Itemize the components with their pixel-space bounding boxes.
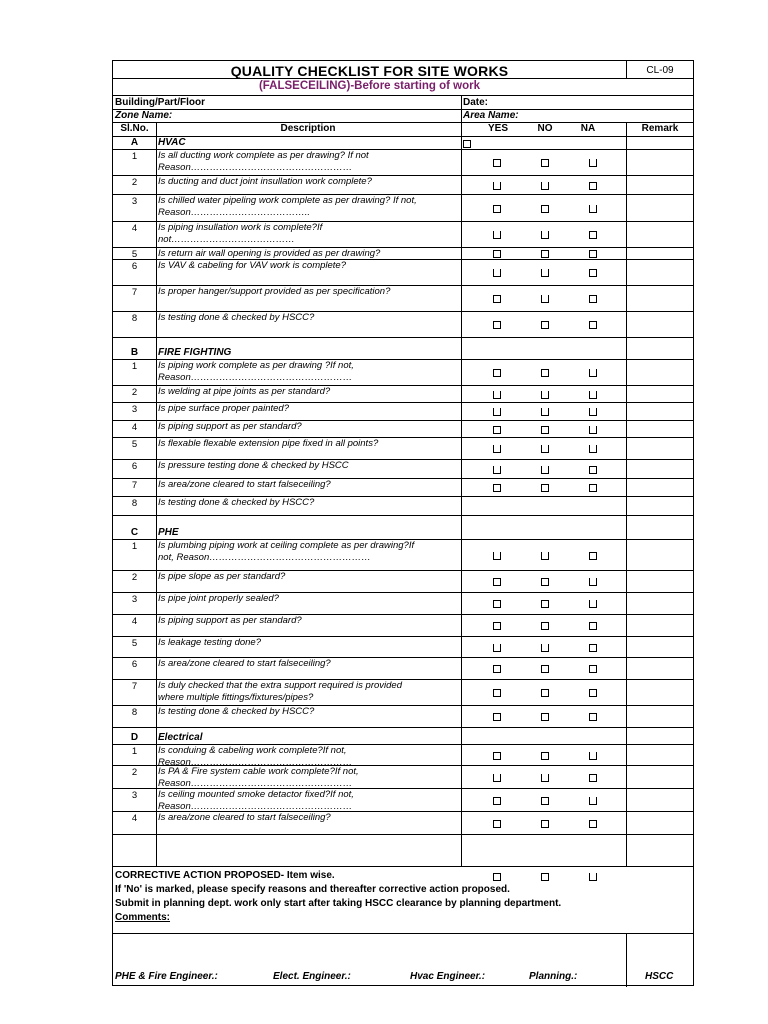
yes-checkbox[interactable] (493, 552, 501, 560)
document-subtitle: (FALSECEILING)-Before starting of work (258, 80, 481, 92)
item-number: 1 (131, 151, 138, 162)
item-description-line: Is PA & Fire system cable work complete?If not, (158, 766, 359, 777)
item-description-line: Reason…………………………………………… (158, 757, 353, 768)
item-number: 2 (131, 572, 138, 583)
item-description-line: Reason…………………………………………… (158, 372, 353, 383)
na-checkbox[interactable] (589, 797, 597, 805)
item-description-line: Is ceiling mounted smoke detactor fixed?If not, (158, 789, 354, 800)
sign-hvac-engineer: Hvac Engineer.: (410, 971, 486, 982)
no-checkbox[interactable] (541, 182, 549, 190)
item-description-line: Is welding at pipe joints as per standard? (158, 386, 331, 397)
item-number: 3 (131, 196, 138, 207)
column-divider (156, 731, 157, 849)
yes-checkbox[interactable] (493, 665, 501, 673)
item-description (158, 680, 458, 704)
no-checkbox[interactable] (541, 231, 549, 239)
column-divider (461, 346, 462, 526)
item-number: 3 (131, 404, 138, 415)
na-checkbox[interactable] (589, 231, 597, 239)
na-checkbox[interactable] (589, 269, 597, 277)
na-checkbox[interactable] (589, 408, 597, 416)
yes-checkbox[interactable] (493, 408, 501, 416)
col-na: NA (580, 123, 596, 134)
item-description (158, 312, 458, 324)
item-description-line: Is pipe slope as per standard? (158, 571, 286, 582)
yes-checkbox[interactable] (493, 159, 501, 167)
no-checkbox[interactable] (541, 622, 549, 630)
item-description-line: Is testing done & checked by HSCC? (158, 497, 315, 508)
no-checkbox[interactable] (541, 644, 549, 652)
item-description-line: Is piping support as per standard? (158, 615, 302, 626)
rule (113, 95, 693, 96)
item-description (158, 286, 458, 298)
item-description-line: Reason…………………………………………… (158, 778, 353, 789)
item-number: 1 (131, 541, 138, 552)
sign-phe-fire-engineer: PHE & Fire Engineer.: (115, 971, 218, 982)
item-description-line: Is conduing & cabeling work complete?If not, (158, 745, 347, 756)
item-description-line: not, Reason…………………………………………… (158, 552, 371, 563)
no-checkbox[interactable] (541, 484, 549, 492)
yes-checkbox[interactable] (493, 820, 501, 828)
item-description-line: Reason…………………………………………… (158, 162, 353, 173)
col-no: NO (537, 123, 553, 134)
rule (113, 136, 693, 137)
no-checkbox[interactable] (541, 665, 549, 673)
col-slno: Sl.No. (120, 123, 149, 134)
column-divider (626, 136, 627, 346)
item-number: 8 (131, 707, 138, 718)
rule (113, 834, 693, 835)
item-number: 6 (131, 461, 138, 472)
yes-checkbox[interactable] (493, 484, 501, 492)
no-checkbox[interactable] (541, 369, 549, 377)
item-number: 3 (131, 594, 138, 605)
yes-checkbox[interactable] (493, 295, 501, 303)
area-label: Area Name: (463, 110, 519, 121)
no-checkbox[interactable] (541, 752, 549, 760)
section-name: Electrical (158, 732, 203, 743)
no-checkbox[interactable] (541, 408, 549, 416)
note-no-marked: If 'No' is marked, please specify reasons and thereafter corrective action proposed. (115, 884, 510, 895)
column-divider (626, 122, 627, 136)
no-checkbox[interactable] (541, 797, 549, 805)
col-remark: Remark (641, 123, 679, 134)
item-description-line: Reason……………………………….. (158, 207, 311, 218)
item-description-line: Is pressure testing done & checked by HSCC (158, 460, 349, 471)
item-number: 2 (131, 177, 138, 188)
sign-hscc: HSCC (645, 971, 674, 982)
item-description-line: Is leakage testing done? (158, 637, 261, 648)
section-name: HVAC (158, 137, 186, 148)
yes-checkbox[interactable] (493, 269, 501, 277)
column-divider (461, 136, 462, 346)
column-divider (156, 526, 157, 731)
item-number: 7 (131, 480, 138, 491)
item-description (158, 571, 458, 583)
column-divider (461, 122, 462, 136)
item-number: 7 (131, 681, 138, 692)
item-description-line: Is area/zone cleared to start falseceiling? (158, 658, 331, 669)
rule (113, 866, 693, 867)
yes-checkbox[interactable] (493, 600, 501, 608)
no-checkbox[interactable] (541, 295, 549, 303)
item-description-line: Is plumbing piping work at ceiling complete as per drawing?If (158, 540, 415, 551)
code-divider (626, 61, 627, 78)
yes-checkbox[interactable] (493, 391, 501, 399)
section-checkbox[interactable] (463, 140, 471, 148)
yes-checkbox[interactable] (493, 797, 501, 805)
no-checkbox[interactable] (541, 713, 549, 721)
column-divider (461, 526, 462, 731)
item-description (158, 386, 458, 398)
yes-checkbox[interactable] (493, 622, 501, 630)
no-checkbox[interactable] (541, 552, 549, 560)
item-number: 4 (131, 422, 138, 433)
column-divider (156, 122, 157, 136)
na-checkbox[interactable] (589, 321, 597, 329)
column-divider (626, 526, 627, 731)
na-checkbox[interactable] (589, 295, 597, 303)
item-description (158, 438, 458, 450)
item-description-line: Is proper hanger/support provided as per specification? (158, 286, 391, 297)
col-description: Description (280, 123, 336, 134)
item-description-line: Is return air wall opening is provided as per drawing? (158, 248, 381, 259)
item-description-line: Is pipe joint properly sealed? (158, 593, 279, 604)
na-checkbox[interactable] (589, 578, 597, 586)
item-number: 6 (131, 261, 138, 272)
yes-checkbox[interactable] (493, 774, 501, 782)
item-description-line: Is duly checked that the extra support required is provided (158, 680, 402, 691)
item-description (158, 766, 458, 790)
item-number: 7 (131, 287, 138, 298)
item-number: 1 (131, 746, 138, 757)
no-checkbox[interactable] (541, 269, 549, 277)
item-description (158, 658, 458, 670)
item-number: 5 (131, 638, 138, 649)
section-name: FIRE FIGHTING (158, 347, 232, 358)
yes-checkbox[interactable] (493, 231, 501, 239)
item-description-line: Is area/zone cleared to start falseceiling? (158, 479, 331, 490)
yes-checkbox[interactable] (493, 873, 501, 881)
date-label: Date: (463, 97, 489, 108)
item-description (158, 360, 458, 384)
item-number: 1 (131, 361, 138, 372)
item-description-line: Is piping insullation work is complete?If (158, 222, 323, 233)
item-description-line: not………………………………… (158, 234, 295, 245)
item-description-line: Is pipe surface proper painted? (158, 403, 289, 414)
item-description (158, 789, 458, 813)
item-number: 8 (131, 498, 138, 509)
col-yes: YES (487, 123, 508, 134)
yes-checkbox[interactable] (493, 250, 501, 258)
yes-checkbox[interactable] (493, 205, 501, 213)
sign-divider (626, 933, 627, 987)
column-divider (461, 731, 462, 849)
item-number: 5 (131, 439, 138, 450)
yes-checkbox[interactable] (493, 644, 501, 652)
section-letter: D (130, 732, 139, 743)
item-description-line: Is flexable flexable extension pipe fixed in all points? (158, 438, 379, 449)
na-checkbox[interactable] (589, 159, 597, 167)
na-checkbox[interactable] (589, 369, 597, 377)
item-number: 3 (131, 790, 138, 801)
na-checkbox[interactable] (589, 391, 597, 399)
item-number: 5 (131, 249, 138, 260)
item-number: 6 (131, 659, 138, 670)
item-description-line: Is piping support as per standard? (158, 421, 302, 432)
column-divider (461, 849, 462, 866)
na-checkbox[interactable] (589, 250, 597, 258)
item-description (158, 421, 458, 433)
na-checkbox[interactable] (589, 689, 597, 697)
item-description (158, 706, 458, 718)
item-description (158, 615, 458, 627)
sign-elect-engineer: Elect. Engineer.: (273, 971, 351, 982)
rule (113, 78, 693, 79)
na-checkbox[interactable] (589, 182, 597, 190)
item-description-line: Is chilled water pipeling work complete as per drawing? If not, (158, 195, 417, 206)
na-checkbox[interactable] (589, 426, 597, 434)
section-letter: C (130, 527, 139, 538)
na-checkbox[interactable] (589, 552, 597, 560)
column-divider (156, 849, 157, 866)
item-description (158, 222, 458, 246)
na-checkbox[interactable] (589, 484, 597, 492)
item-number: 2 (131, 387, 138, 398)
na-checkbox[interactable] (589, 466, 597, 474)
column-divider (156, 346, 157, 526)
item-description-line: Is VAV & cabeling for VAV work is complete? (158, 260, 346, 271)
na-checkbox[interactable] (589, 713, 597, 721)
no-checkbox[interactable] (541, 820, 549, 828)
item-description (158, 812, 458, 824)
sign-planning: Planning.: (529, 971, 578, 982)
item-number: 4 (131, 223, 138, 234)
item-description (158, 260, 458, 272)
na-checkbox[interactable] (589, 820, 597, 828)
form-code: CL-09 (646, 65, 674, 76)
no-checkbox[interactable] (541, 873, 549, 881)
na-checkbox[interactable] (589, 665, 597, 673)
item-description-line: Is all ducting work complete as per drawing? If not (158, 150, 369, 161)
na-checkbox[interactable] (589, 600, 597, 608)
section-name: PHE (158, 527, 179, 538)
no-checkbox[interactable] (541, 205, 549, 213)
rule (113, 109, 693, 110)
no-checkbox[interactable] (541, 689, 549, 697)
yes-checkbox[interactable] (493, 182, 501, 190)
item-description (158, 460, 458, 472)
item-description (158, 195, 458, 219)
na-checkbox[interactable] (589, 774, 597, 782)
item-description (158, 150, 458, 174)
yes-checkbox[interactable] (493, 689, 501, 697)
comments-label: Comments: (115, 912, 171, 923)
no-checkbox[interactable] (541, 321, 549, 329)
item-description-line: Reason…………………………………………… (158, 801, 353, 812)
document-title: QUALITY CHECKLIST FOR SITE WORKS (230, 63, 509, 79)
item-description-line: Is testing done & checked by HSCC? (158, 312, 315, 323)
note-hscc-clearance: Submit in planning dept. work only start after taking HSCC clearance by planning department. (115, 898, 562, 909)
na-checkbox[interactable] (589, 205, 597, 213)
item-description (158, 403, 458, 415)
checklist-sheet (112, 60, 694, 986)
na-checkbox[interactable] (589, 445, 597, 453)
no-checkbox[interactable] (541, 445, 549, 453)
na-checkbox[interactable] (589, 752, 597, 760)
item-description (158, 540, 458, 564)
building-label: Building/Part/Floor (115, 97, 205, 108)
no-checkbox[interactable] (541, 578, 549, 586)
yes-checkbox[interactable] (493, 321, 501, 329)
column-divider (461, 95, 462, 122)
no-checkbox[interactable] (541, 466, 549, 474)
item-number: 4 (131, 813, 138, 824)
rule (113, 933, 693, 934)
yes-checkbox[interactable] (493, 426, 501, 434)
rule (113, 515, 693, 516)
yes-checkbox[interactable] (493, 578, 501, 586)
item-description-line: Is ducting and duct joint insullation work complete? (158, 176, 372, 187)
column-divider (626, 346, 627, 526)
no-checkbox[interactable] (541, 426, 549, 434)
item-description-line: Is testing done & checked by HSCC? (158, 706, 315, 717)
section-letter: B (130, 347, 139, 358)
item-description (158, 479, 458, 491)
yes-checkbox[interactable] (493, 466, 501, 474)
item-number: 2 (131, 767, 138, 778)
column-divider (626, 849, 627, 866)
no-checkbox[interactable] (541, 159, 549, 167)
no-checkbox[interactable] (541, 250, 549, 258)
yes-checkbox[interactable] (493, 369, 501, 377)
section-letter: A (130, 137, 139, 148)
no-checkbox[interactable] (541, 600, 549, 608)
na-checkbox[interactable] (589, 622, 597, 630)
zone-label: Zone Name: (115, 110, 173, 121)
item-number: 4 (131, 616, 138, 627)
item-description (158, 497, 458, 509)
item-description-line: Is area/zone cleared to start falseceiling? (158, 812, 331, 823)
column-divider (626, 731, 627, 849)
yes-checkbox[interactable] (493, 445, 501, 453)
column-divider (156, 136, 157, 346)
yes-checkbox[interactable] (493, 752, 501, 760)
item-number: 8 (131, 313, 138, 324)
no-checkbox[interactable] (541, 774, 549, 782)
na-checkbox[interactable] (589, 873, 597, 881)
rule (113, 337, 693, 338)
item-description (158, 637, 458, 649)
yes-checkbox[interactable] (493, 713, 501, 721)
item-description (158, 593, 458, 605)
item-description-line: Is piping work complete as per drawing ?If not, (158, 360, 354, 371)
corrective-action-label: CORRECTIVE ACTION PROPOSED- Item wise. (115, 870, 335, 881)
na-checkbox[interactable] (589, 644, 597, 652)
item-description-line: where multiple fittings/fixtures/pipes? (158, 692, 314, 703)
no-checkbox[interactable] (541, 391, 549, 399)
rule (113, 727, 693, 728)
item-description (158, 176, 458, 188)
